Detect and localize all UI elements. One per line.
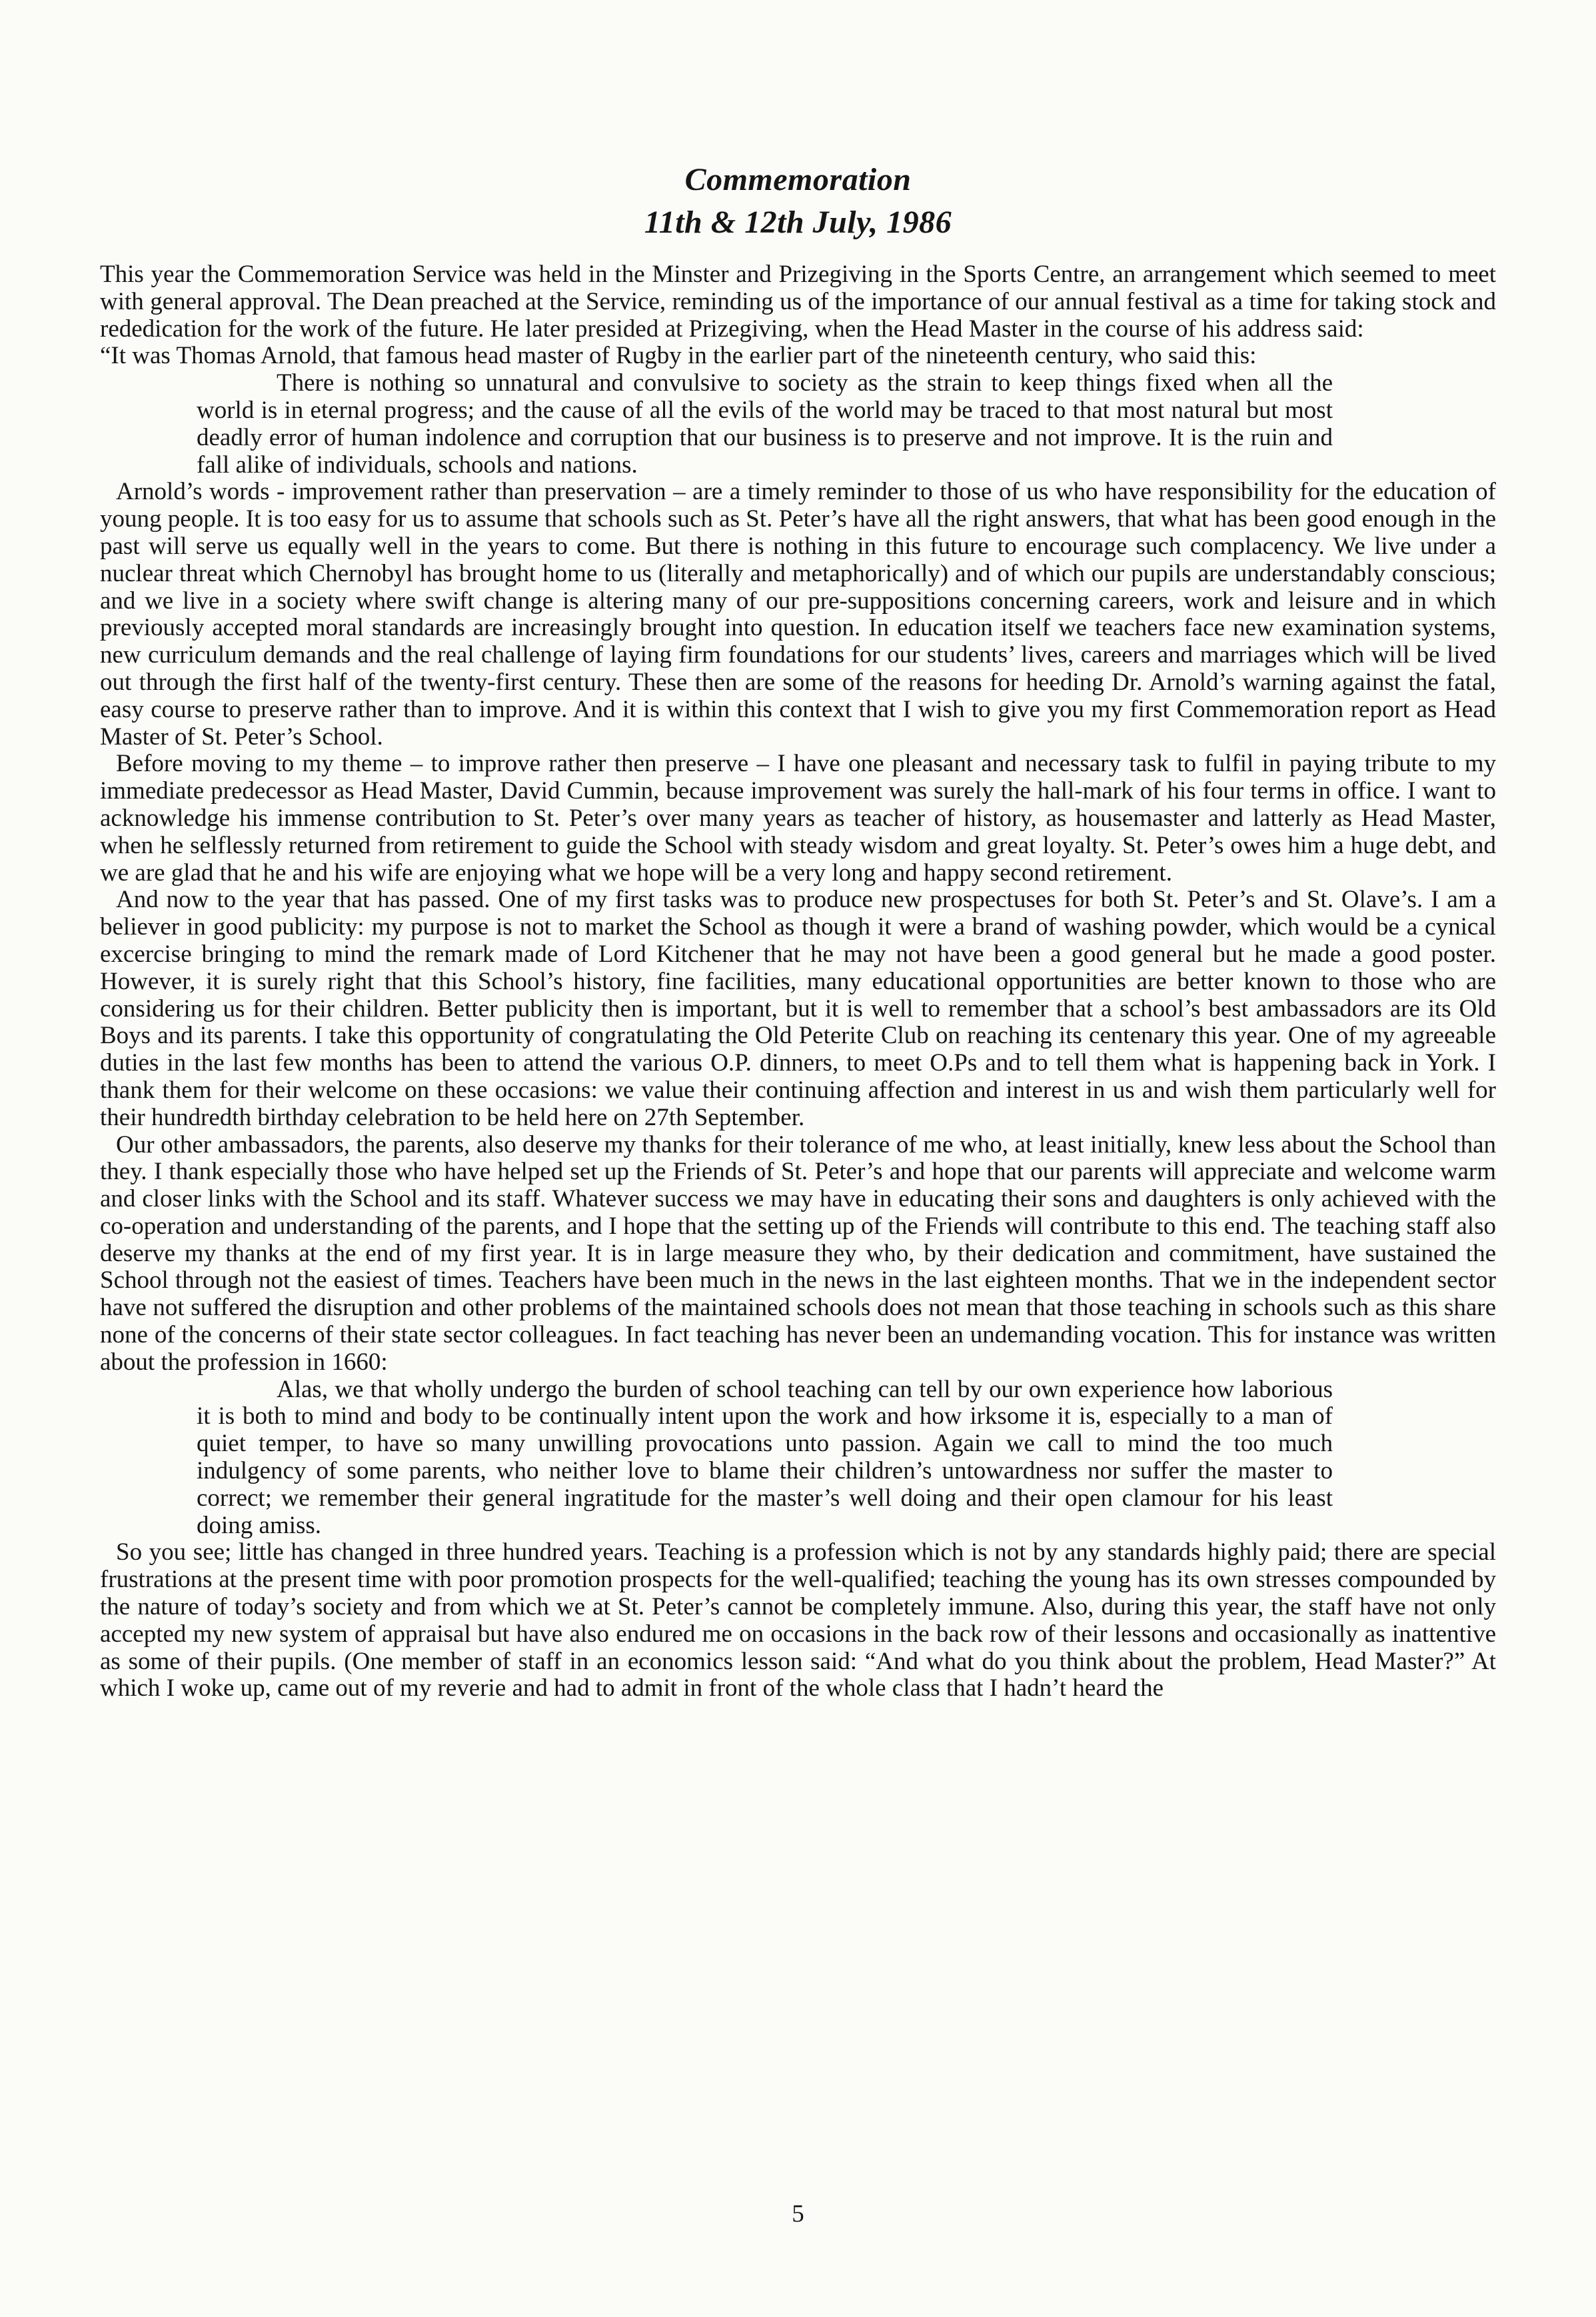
- paragraph-arnold-intro: “It was Thomas Arnold, that famous head master of Rugby in the earlier part of the nineteenth century, who said this:: [100, 342, 1257, 370]
- paragraph-intro: This year the Commemoration Service was held in the Minster and Prizegiving in the Sports Centre, an arrangement which seemed to meet with general approval. The Dean preached at the Service, reminding us of the importance of our annual festival as a time for taking stock and rededication for the work of the future. He later presided at Prizegiving, when the Head Master in the course of his address said:: [100, 261, 1496, 343]
- quote-arnold: There is nothing so unnatural and convulsive to society as the strain to keep things fixed when all the world is in eternal progress; and the cause of all the evils of the world may be traced to that most natural but most deadly error of human indolence and corruption that our business is to preserve and not improve. It is the ruin and fall alike of individuals, schools and nations.: [197, 369, 1333, 479]
- page-number: 5: [792, 2200, 804, 2228]
- paragraph-year-passed: And now to the year that has passed. One of my first tasks was to produce new prospectuses for both St. Peter’s and St. Olave’s. I am a believer in good publicity: my purpose is not to market the School as though it were a brand of washing powder, which would be a cynical excercise bringing to mind the remark made of Lord Kitchener that he may not have been a good general but he made a good poster. However, it is surely right that this School’s history, fine facilities, many educational opportunities are better known to those who are considering us for their children. Better publicity then is important, but it is well to remember that a school’s best ambassadors are its Old Boys and its parents. I take this opportunity of congratulating the Old Peterite Club on reaching its centenary this year. One of my agreeable duties in the last few months has been to attend the various O.P. dinners, to meet O.Ps and to tell them what is happening back in York. I thank them for their welcome on these occasions: we value their continuing affection and interest in us and wish them particularly well for their hundredth birthday celebration to be held here on 27th September.: [100, 886, 1496, 1131]
- quote-1660: Alas, we that wholly undergo the burden of school teaching can tell by our own experience how laborious it is both to mind and body to be continually intent upon the work and how irksome it is, especially to a man of quiet temper, to have so many unwilling provocations unto passion. Again we call to mind the too much indulgency of some parents, who neither love to blame their children’s untowardness nor suffer the master to correct; we remember their general ingratitude for the master’s well doing and their open clamour for his least doing amiss.: [197, 1375, 1333, 1539]
- title-block: [100, 159, 1496, 244]
- paragraph-tribute: Before moving to my theme – to improve rather then preserve – I have one pleasant and necessary task to fulfil in paying tribute to my immediate predecessor as Head Master, David Cummin, because improvement was surely the hall-mark of his four terms in office. I want to acknowledge his immense contribution to St. Peter’s over many years as teacher of history, as housemaster and latterly as Head Master, when he selflessly returned from retirement to guide the School with steady wisdom and great loyalty. St. Peter’s owes him a huge debt, and we are glad that he and his wife are enjoying what we hope will be a very long and happy second retirement.: [100, 750, 1496, 887]
- article-body: [100, 261, 1496, 1702]
- page: [100, 159, 1496, 1702]
- page-subtitle-date: 11th & 12th July, 1986: [644, 205, 952, 240]
- page-title: Commemoration: [684, 162, 912, 197]
- paragraph-arnold-words: Arnold’s words - improvement rather than preservation – are a timely reminder to those of us who have responsibility for the education of young people. It is too easy for us to assume that schools such as St. Peter’s have all the right answers, that what has been good enough in the past will serve us equally well in the years to come. But there is nothing in this future to encourage such complacency. We live under a nuclear threat which Chernobyl has brought home to us (literally and metaphorically) and of which our pupils are understandably conscious; and we live in a society where swift change is altering many of our pre-suppositions concerning careers, work and leisure and in which previously accepted moral standards are increasingly brought into question. In education itself we teachers face new examination systems, new curriculum demands and the real challenge of laying firm foundations for our students’ lives, careers and marriages which will be lived out through the first half of the twenty-first century. These then are some of the reasons for heeding Dr. Arnold’s warning against the fatal, easy course to preserve rather than to improve. And it is within this context that I wish to give you my first Commemoration report as Head Master of St. Peter’s School.: [100, 478, 1496, 751]
- paragraph-little-changed: So you see; little has changed in three hundred years. Teaching is a profession which is not by any standards highly paid; there are special frustrations at the present time with poor promotion prospects for the well-qualified; teaching the young has its own stresses compounded by the nature of today’s society and from which we at St. Peter’s cannot be completely immune. Also, during this year, the staff have not only accepted my new system of appraisal but have also endured me on occasions in the back row of their lessons and occasionally as inattentive as some of their pupils. (One member of staff in an economics lesson said: “And what do you think about the problem, Head Master?” At which I woke up, came out of my reverie and had to admit in front of the whole class that I hadn’t heard the: [100, 1538, 1496, 1702]
- paragraph-ambassadors: Our other ambassadors, the parents, also deserve my thanks for their tolerance of me who, at least initially, knew less about the School than they. I thank especially those who have helped set up the Friends of St. Peter’s and hope that our parents will appreciate and welcome warm and closer links with the School and its staff. Whatever success we may have in educating their sons and daughters is only achieved with the co-operation and understanding of the parents, and I hope that the setting up of the Friends will contribute to this end. The teaching staff also deserve my thanks at the end of my first year. It is in large measure they who, by their dedication and commitment, have sustained the School through not the easiest of times. Teachers have been much in the news in the last eighteen months. That we in the independent sector have not suffered the disruption and other problems of the maintained schools does not mean that those teaching in schools such as this share none of the concerns of their state sector colleagues. In fact teaching has never been an undemanding vocation. This for instance was written about the profession in 1660:: [100, 1131, 1496, 1376]
